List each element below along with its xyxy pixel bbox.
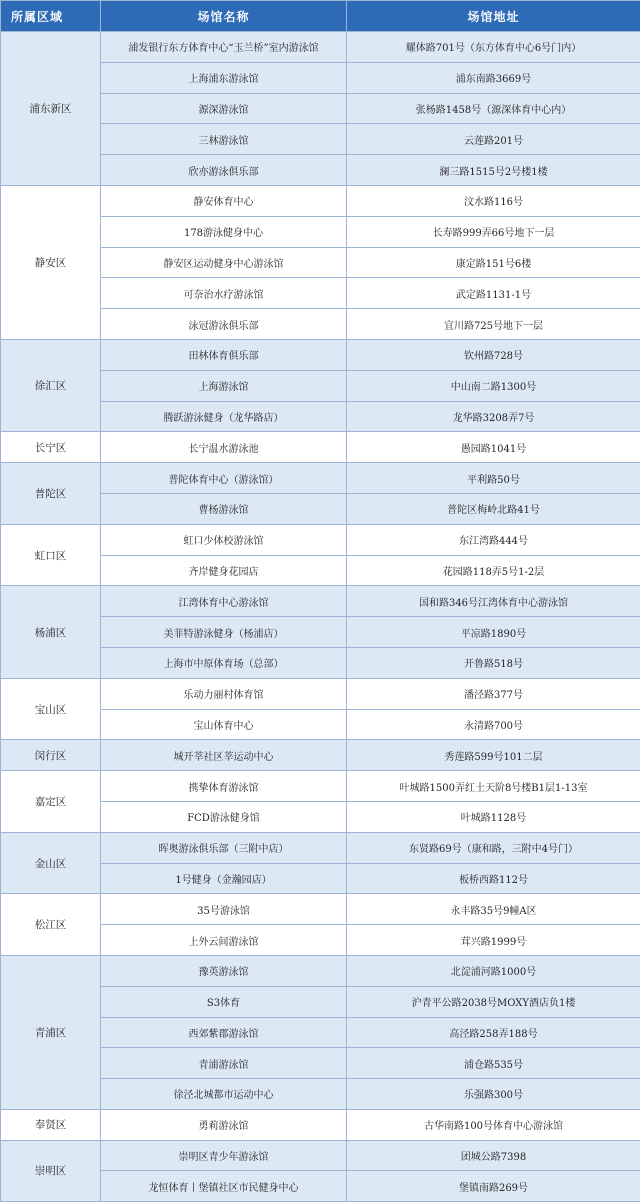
venue-name-cell: 静安体育中心 (101, 185, 347, 216)
venue-name-cell: 宝山体育中心 (101, 709, 347, 740)
venue-name-cell: 静安区运动健身中心游泳馆 (101, 247, 347, 278)
table-row (1, 832, 640, 863)
district-cell: 金山区 (1, 832, 101, 894)
venue-address-cell: 东贤路69号（康和路，三附中4号门） (347, 832, 640, 863)
district-cell: 杨浦区 (1, 586, 101, 678)
venue-address-cell: 浦东南路3669号 (347, 62, 640, 93)
venue-name-cell: 龙恒体育丨堡镇社区市民健身中心 (101, 1171, 347, 1202)
header-district: 所属区域 (1, 1, 101, 32)
venue-address-cell: 北淀浦河路1000号 (347, 955, 640, 986)
venue-address-cell: 浦仓路535号 (347, 1048, 640, 1079)
district-cell: 宝山区 (1, 678, 101, 740)
venue-address-cell: 东江湾路444号 (347, 524, 640, 555)
venue-name-cell: 江湾体育中心游泳馆 (101, 586, 347, 617)
venue-address-cell: 国和路346号江湾体育中心游泳馆 (347, 586, 640, 617)
venue-address-cell: 堡镇南路269号 (347, 1171, 640, 1202)
venue-address-cell: 钦州路728号 (347, 339, 640, 370)
district-cell: 奉贤区 (1, 1109, 101, 1140)
venue-name-cell: 1号健身（金瀚园店） (101, 863, 347, 894)
venue-address-cell: 汶水路116号 (347, 185, 640, 216)
venue-name-cell: 乐动力丽村体育馆 (101, 678, 347, 709)
venue-address-cell: 叶城路1500弄红土天阶8号楼B1层1-13室 (347, 771, 640, 802)
table-row (1, 185, 640, 216)
venue-name-cell: 腾跃游泳健身（龙华路店） (101, 401, 347, 432)
district-cell: 静安区 (1, 185, 101, 339)
table-row (1, 771, 640, 802)
venue-address-cell: 中山南二路1300号 (347, 370, 640, 401)
district-cell: 青浦区 (1, 955, 101, 1109)
venue-name-cell: 178游泳健身中心 (101, 216, 347, 247)
venue-address-cell: 龙华路3208弄7号 (347, 401, 640, 432)
table-body (1, 32, 640, 1202)
venue-name-cell: 上海浦东游泳馆 (101, 62, 347, 93)
venue-address-cell: 澜三路1515号2号楼1楼 (347, 155, 640, 186)
venue-name-cell: 美菲特游泳健身（杨浦店） (101, 617, 347, 648)
venue-name-cell: 曹杨游泳馆 (101, 493, 347, 524)
venue-address-cell: 张杨路1458号（源深体育中心内） (347, 93, 640, 124)
venue-address-cell: 武定路1131-1号 (347, 278, 640, 309)
district-cell: 嘉定区 (1, 771, 101, 833)
venue-name-cell: 青浦游泳馆 (101, 1048, 347, 1079)
table-row (1, 586, 640, 617)
header-address: 场馆地址 (347, 1, 640, 32)
district-cell: 松江区 (1, 894, 101, 956)
district-cell: 崇明区 (1, 1140, 101, 1202)
venue-address-cell: 愚园路1041号 (347, 432, 640, 463)
venue-name-cell: 虹口少体校游泳馆 (101, 524, 347, 555)
venue-name-cell: 可奈治水疗游泳馆 (101, 278, 347, 309)
table-row (1, 32, 640, 63)
table-row (1, 740, 640, 771)
venue-address-cell: 康定路151号6楼 (347, 247, 640, 278)
venue-address-cell: 平凉路1890号 (347, 617, 640, 648)
venue-name-cell: 晖奥游泳俱乐部（三附中店） (101, 832, 347, 863)
venue-name-cell: 携挚体育游泳馆 (101, 771, 347, 802)
venue-address-cell: 耀体路701号（东方体育中心6号门内） (347, 32, 640, 63)
venue-name-cell: 泳冠游泳俱乐部 (101, 309, 347, 340)
venue-name-cell: FCD游泳健身馆 (101, 801, 347, 832)
venue-name-cell: 西郊紫郡游泳馆 (101, 1017, 347, 1048)
table-row (1, 955, 640, 986)
venue-name-cell: 田林体育俱乐部 (101, 339, 347, 370)
venue-address-cell: 团城公路7398 (347, 1140, 640, 1171)
district-cell: 普陀区 (1, 463, 101, 525)
venue-name-cell: 源深游泳馆 (101, 93, 347, 124)
venue-name-cell: 齐岸健身花园店 (101, 555, 347, 586)
venue-address-cell: 茸兴路1999号 (347, 925, 640, 956)
venue-address-cell: 普陀区梅岭北路41号 (347, 493, 640, 524)
venue-address-cell: 开鲁路518号 (347, 647, 640, 678)
venue-address-cell: 永清路700号 (347, 709, 640, 740)
venue-name-cell: 徐泾北城都市运动中心 (101, 1079, 347, 1110)
table-header (1, 1, 640, 32)
venue-address-cell: 高泾路258弄188号 (347, 1017, 640, 1048)
venue-name-cell: 豫英游泳馆 (101, 955, 347, 986)
venue-address-cell: 平利路50号 (347, 463, 640, 494)
district-cell: 徐汇区 (1, 339, 101, 431)
table-row (1, 339, 640, 370)
venue-address-cell: 宜川路725号地下一层 (347, 309, 640, 340)
venue-address-cell: 秀莲路599号101二层 (347, 740, 640, 771)
table-row (1, 463, 640, 494)
venue-name-cell: 城开莘社区莘运动中心 (101, 740, 347, 771)
venue-name-cell: 欣亦游泳俱乐部 (101, 155, 347, 186)
header-venue: 场馆名称 (101, 1, 347, 32)
table-row (1, 1140, 640, 1171)
venue-address-cell: 板桥西路112号 (347, 863, 640, 894)
venue-address-cell: 叶城路1128号 (347, 801, 640, 832)
district-cell: 虹口区 (1, 524, 101, 586)
venue-address-cell: 古华南路100号体育中心游泳馆 (347, 1109, 640, 1140)
venue-name-cell: 上海市中原体育场（总部） (101, 647, 347, 678)
table-row (1, 524, 640, 555)
district-cell: 闵行区 (1, 740, 101, 771)
table-row (1, 1109, 640, 1140)
venue-name-cell: 上海游泳馆 (101, 370, 347, 401)
district-cell: 浦东新区 (1, 32, 101, 186)
venue-address-cell: 云莲路201号 (347, 124, 640, 155)
table-row (1, 678, 640, 709)
venue-name-cell: 长宁温水游泳池 (101, 432, 347, 463)
district-cell: 长宁区 (1, 432, 101, 463)
venue-name-cell: 勇莉游泳馆 (101, 1109, 347, 1140)
table-row (1, 432, 640, 463)
venue-name-cell: 普陀体育中心（游泳馆） (101, 463, 347, 494)
venue-address-cell: 长寿路999弄66号地下一层 (347, 216, 640, 247)
venue-address-cell: 乐强路300号 (347, 1079, 640, 1110)
venue-name-cell: 崇明区青少年游泳馆 (101, 1140, 347, 1171)
venue-name-cell: 上外云间游泳馆 (101, 925, 347, 956)
venue-address-cell: 潘泾路377号 (347, 678, 640, 709)
venue-name-cell: S3体育 (101, 986, 347, 1017)
table-row (1, 894, 640, 925)
venue-name-cell: 浦发银行东方体育中心“玉兰桥”室内游泳馆 (101, 32, 347, 63)
venue-address-cell: 沪青平公路2038号MOXY酒店负1楼 (347, 986, 640, 1017)
venue-address-cell: 永丰路35号9幢A区 (347, 894, 640, 925)
venue-address-cell: 花园路118弄5号1-2层 (347, 555, 640, 586)
venue-name-cell: 35号游泳馆 (101, 894, 347, 925)
venue-name-cell: 三林游泳馆 (101, 124, 347, 155)
